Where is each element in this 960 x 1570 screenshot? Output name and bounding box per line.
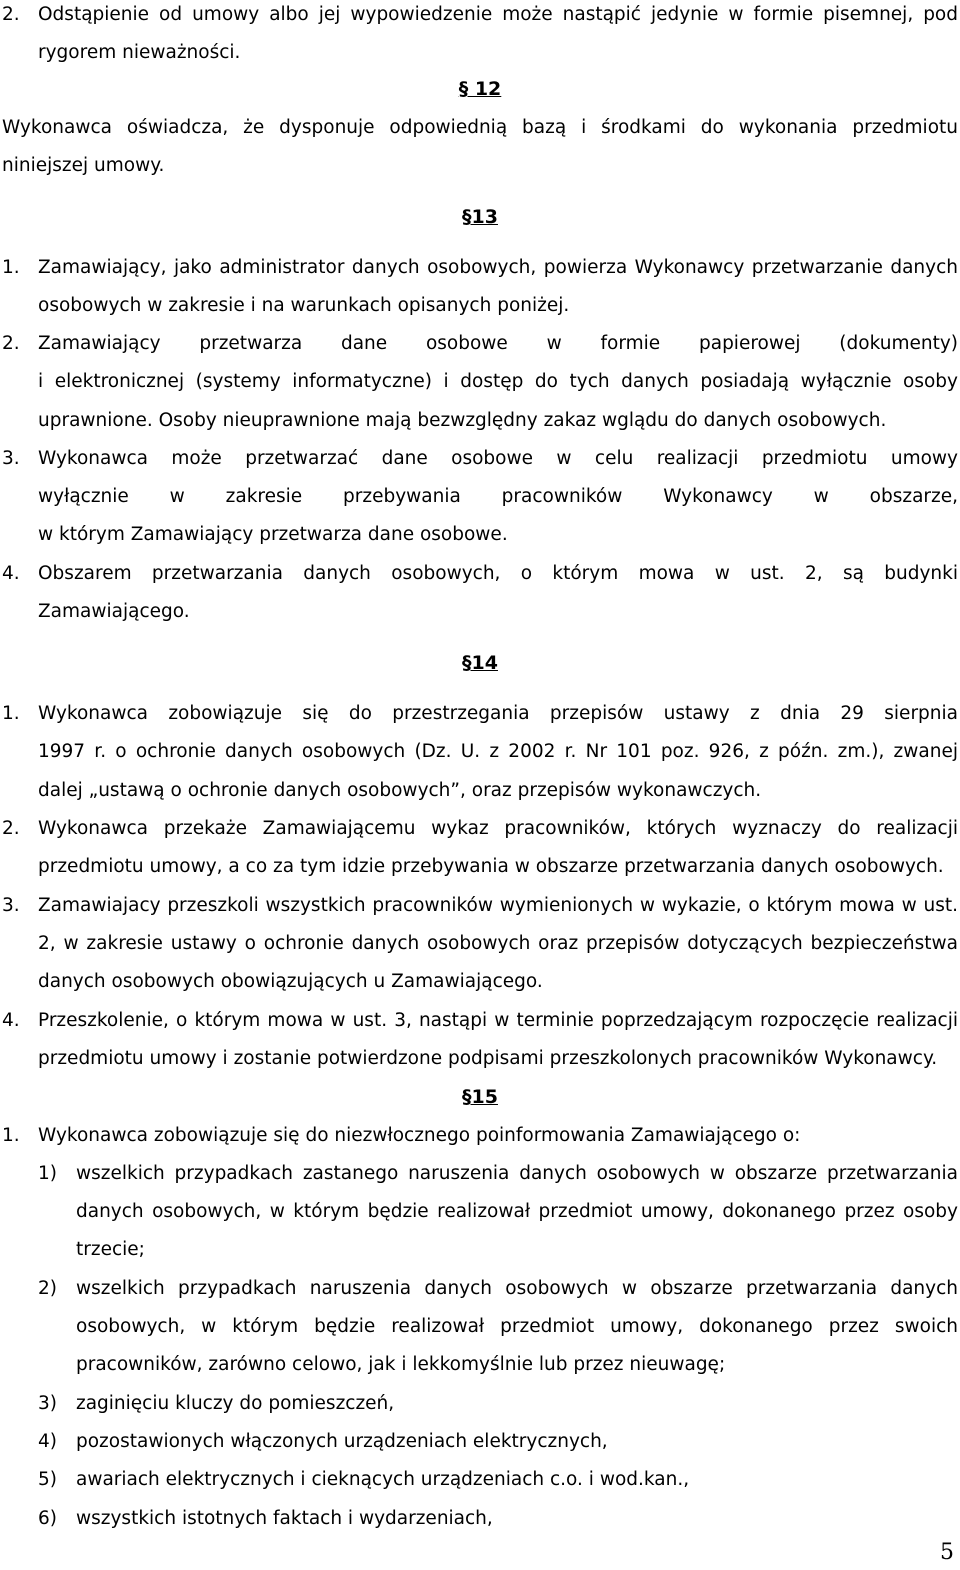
subitem-number: 6) <box>38 1508 57 1529</box>
paragraph-line: i elektronicznej (systemy informatyczne) i dostęp do tych danych posiadają wyłącznie osoby <box>38 371 958 392</box>
item-number: 2. <box>2 333 20 354</box>
paragraph-line: Przeszkolenie, o którym mowa w ust. 3, nastąpi w terminie poprzedzającym rozpoczęcie realizacji <box>38 1010 958 1031</box>
paragraph-line: przedmiotu umowy, a co za tym idzie przebywania w obszarze przetwarzania danych osobowych. <box>38 856 944 877</box>
paragraph-line: wszelkich przypadkach zastanego naruszenia danych osobowych w obszarze przetwarzania <box>76 1163 958 1184</box>
paragraph-line: osobowych w zakresie i na warunkach opisanych poniżej. <box>38 295 570 316</box>
paragraph-line: uprawnione. Osoby nieuprawnione mają bezwzględny zakaz wglądu do danych osobowych. <box>38 410 887 431</box>
paragraph-line: Zamawiającego. <box>38 601 190 622</box>
item-number: 4. <box>2 563 20 584</box>
paragraph-line: Wykonawca przekaże Zamawiającemu wykaz pracowników, których wyznaczy do realizacji <box>38 818 958 839</box>
section-heading-14: §14 <box>462 652 498 674</box>
item-number: 4. <box>2 1010 20 1031</box>
paragraph-line: trzecie; <box>76 1239 145 1260</box>
item-number: 1. <box>2 257 20 278</box>
paragraph-line: pracowników, zarówno celowo, jak i lekkomyślnie lub przez nieuwagę; <box>76 1354 726 1375</box>
paragraph-line: zaginięciu kluczy do pomieszczeń, <box>76 1393 395 1414</box>
subitem-number: 1) <box>38 1163 57 1184</box>
item-number: 2. <box>2 818 20 839</box>
paragraph-line: danych osobowych obowiązujących u Zamawiającego. <box>38 971 543 992</box>
section-heading-13: §13 <box>462 206 498 228</box>
paragraph-line: wszystkich istotnych faktach i wydarzeniach, <box>76 1508 493 1529</box>
subitem-number: 5) <box>38 1469 57 1490</box>
paragraph-line: Odstąpienie od umowy albo jej wypowiedzenie może nastąpić jedynie w formie pisemnej, pod <box>38 4 958 25</box>
paragraph-line: niniejszej umowy. <box>2 155 165 176</box>
paragraph-line: danych osobowych, w którym będzie realizował przedmiot umowy, dokonanego przez osoby <box>76 1201 958 1222</box>
paragraph-line: Wykonawca może przetwarzać dane osobowe w celu realizacji przedmiotu umowy <box>38 448 958 469</box>
paragraph-line: pozostawionych włączonych urządzeniach elektrycznych, <box>76 1431 608 1452</box>
item-number: 3. <box>2 895 20 916</box>
paragraph-line: Zamawiający, jako administrator danych osobowych, powierza Wykonawcy przetwarzanie danych <box>38 257 958 278</box>
subitem-number: 2) <box>38 1278 57 1299</box>
paragraph-line: Wykonawca zobowiązuje się do przestrzegania przepisów ustawy z dnia 29 sierpnia <box>38 703 958 724</box>
subitem-number: 4) <box>38 1431 57 1452</box>
paragraph-line: dalej „ustawą o ochronie danych osobowych”, oraz przepisów wykonawczych. <box>38 780 762 801</box>
paragraph-line: 1997 r. o ochronie danych osobowych (Dz. U. z 2002 r. Nr 101 poz. 926, z późn. zm.), zwanej <box>38 741 958 762</box>
paragraph-line: przedmiotu umowy i zostanie potwierdzone podpisami przeszkolonych pracowników Wykonawcy. <box>38 1048 938 1069</box>
paragraph-line: w którym Zamawiający przetwarza dane osobowe. <box>38 524 508 545</box>
subitem-number: 3) <box>38 1393 57 1414</box>
paragraph-line: Zamawiający przetwarza dane osobowe w formie papierowej (dokumenty) <box>38 333 958 354</box>
item-number: 1. <box>2 703 20 724</box>
item-number: 1. <box>2 1125 20 1146</box>
paragraph-line: rygorem nieważności. <box>38 42 241 63</box>
paragraph-line: wyłącznie w zakresie przebywania pracowników Wykonawcy w obszarze, <box>38 486 958 507</box>
paragraph-line: 2, w zakresie ustawy o ochronie danych osobowych oraz przepisów dotyczących bezpieczeństwa <box>38 933 958 954</box>
paragraph-line: Wykonawca zobowiązuje się do niezwłocznego poinformowania Zamawiającego o: <box>38 1125 801 1146</box>
paragraph-line: Wykonawca oświadcza, że dysponuje odpowiednią bazą i środkami do wykonania przedmiotu <box>2 117 958 138</box>
paragraph-line: Zamawiajacy przeszkoli wszystkich pracowników wymienionych w wykazie, o którym mowa w ust. <box>38 895 958 916</box>
paragraph-line: Obszarem przetwarzania danych osobowych, o którym mowa w ust. 2, są budynki <box>38 563 958 584</box>
paragraph-line: osobowych, w którym będzie realizował przedmiot umowy, dokonanego przez swoich <box>76 1316 958 1337</box>
paragraph-line: wszelkich przypadkach naruszenia danych osobowych w obszarze przetwarzania danych <box>76 1278 958 1299</box>
item-number: 2. <box>2 4 20 25</box>
page-number: 5 <box>940 1540 954 1565</box>
section-heading-15: §15 <box>462 1086 498 1108</box>
section-heading-12: § 12 <box>458 78 502 100</box>
item-number: 3. <box>2 448 20 469</box>
paragraph-line: awariach elektrycznych i cieknących urządzeniach c.o. i wod.kan., <box>76 1469 690 1490</box>
